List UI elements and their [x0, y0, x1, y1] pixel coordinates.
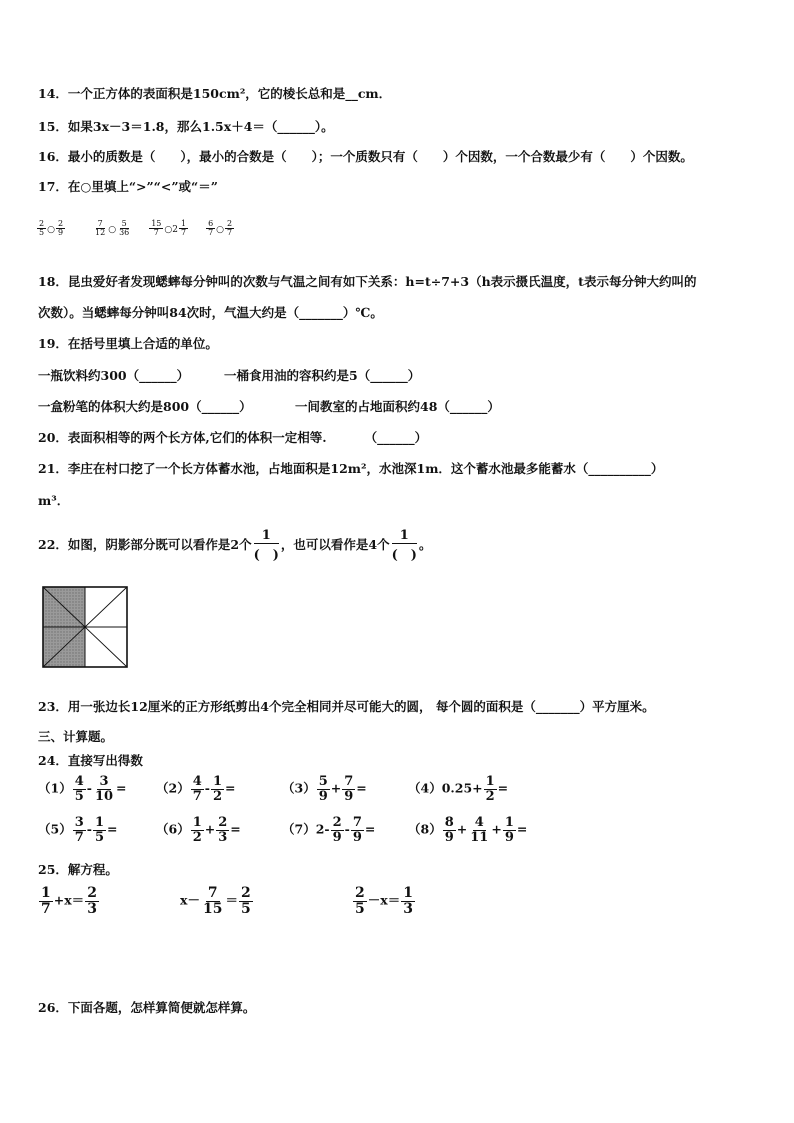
compare-circle[interactable]: ○ [108, 225, 117, 235]
calc-item: （3） $\frac{5}{9}$ + $\frac{7}{9}$ = [282, 774, 367, 804]
question-text: 李庄在村口挖了一个长方体蓄水池，占地面积是12m²，水池深1m．这个蓄水池最多能蓄水（__________） [67, 461, 664, 476]
question-19 [38, 334, 218, 352]
question-number: 20． [38, 430, 68, 445]
calc-item: （6） $\frac{1}{2}$ + $\frac{2}{3}$ = [156, 815, 241, 845]
question-number: 14． [38, 86, 68, 101]
question-number: 26． [38, 1000, 68, 1015]
question-number: 19． [38, 336, 68, 351]
question-text: 昆虫爱好者发现蟋蟀每分钟叫的次数与气温之间有如下关系：h=t÷7+3（h表示摄氏温度，t表示每分钟大约叫的 [67, 274, 697, 289]
question-text: 表面积相等的两个长方体,它们的体积一定相等. [67, 430, 327, 445]
unit-item: 一盒粉笔的体积大约是800（______） [38, 399, 252, 414]
question-number: 16． [38, 149, 68, 164]
question-14 [38, 84, 391, 102]
compare-row [36, 220, 235, 237]
compare-circle[interactable]: ○ [164, 225, 173, 235]
calc-item: （2） $\frac{4}{7}$ - $\frac{1}{2}$ = [156, 774, 236, 804]
question-number: 23． [38, 699, 68, 714]
answer-fraction[interactable]: $\frac{1}{( )}$ [253, 528, 279, 563]
question-text: 直接写出得数 [67, 753, 143, 768]
question-text: 一个正方体的表面积是150cm²，它的棱长总和是 [67, 86, 346, 101]
question-text: 最小的质数是（ ），最小的合数是（ ）；一个质数只有（ ）个因数，一个合数最少有（ ）个因数。 [67, 149, 693, 164]
unit-text: m³． [38, 493, 70, 508]
shaded-square-figure [42, 586, 128, 668]
question-text: 在括号里填上合适的单位。 [67, 336, 218, 351]
question-number: 15． [38, 119, 68, 134]
question-number: 18． [38, 274, 68, 289]
question-24 [38, 751, 143, 769]
answer-blank[interactable]: （______） [364, 430, 428, 445]
question-text: 次数）。当蟋蟀每分钟叫84次时，气温大约是（_______）℃。 [38, 305, 383, 320]
question-20 [38, 428, 427, 446]
compare-item: $\frac{7}{12}$ ○ $\frac{5}{36}$ [95, 219, 130, 237]
equation: x－ $\frac{7}{15}$ ＝ $\frac{2}{5}$ [180, 885, 251, 917]
question-18 [38, 272, 696, 290]
compare-item: $\frac{2}{5}$ ○ $\frac{2}{9}$ [39, 219, 64, 237]
unit-item: 一桶食用油的容积约是5（______） [224, 368, 421, 383]
equation: $\frac{2}{5}$ －x＝ $\frac{1}{3}$ [355, 885, 413, 917]
question-number: 17． [38, 179, 68, 194]
unit-item: 一瓶饮料约300（______） [38, 368, 190, 383]
question-text: 如果3x－3＝1.8，那么1.5x＋4＝（______）。 [67, 119, 334, 134]
question-18-line2 [38, 303, 383, 321]
compare-circle[interactable]: ○ [47, 225, 55, 235]
question-number: 25． [38, 862, 68, 877]
question-26 [38, 998, 255, 1016]
question-number: 21． [38, 461, 68, 476]
compare-circle[interactable]: ○ [216, 225, 225, 235]
question-text: 下面各题，怎样算简便就怎样算。 [67, 1000, 256, 1015]
question-16 [38, 147, 693, 165]
question-text: 解方程。 [67, 862, 118, 877]
question-23 [38, 697, 655, 715]
calc-item: （1） $\frac{4}{5}$ - $\frac{3}{10}$ = [38, 774, 127, 804]
question-text: 在○里填上“>”“<”或“＝” [67, 179, 218, 194]
question-number: 22． [38, 537, 68, 552]
equation: $\frac{1}{7}$ +x＝ $\frac{2}{3}$ [41, 885, 97, 917]
compare-item: $\frac{6}{7}$ ○ $\frac{2}{7}$ [208, 219, 233, 237]
question-25 [38, 860, 118, 878]
question-17 [38, 177, 218, 195]
section-heading: 三、计算题。 [38, 729, 114, 744]
calc-item: （5） $\frac{3}{7}$ - $\frac{1}{5}$ = [38, 815, 118, 845]
question-21-line2 [38, 491, 69, 509]
answer-fraction[interactable]: $\frac{1}{( )}$ [391, 528, 417, 563]
compare-item: $\frac{15}{7}$ ○2 $\frac{1}{7}$ [151, 219, 187, 237]
question-15 [38, 117, 334, 135]
answer-blank[interactable]: __ [345, 86, 358, 101]
question-22: 22．如图，阴影部分既可以看作是2个 $\frac{1}{( )}$ ，也可以看作是4个 $\frac{1}{( )}$ 。 [38, 528, 432, 563]
question-21 [38, 459, 663, 477]
calc-item: （4）0.25+ $\frac{1}{2}$ = [408, 774, 509, 804]
calc-item: （8） $\frac{8}{9}$ + $\frac{4}{11}$ + $\frac{1}{9}$ = [408, 815, 528, 845]
calc-item: （7）2- $\frac{2}{9}$ - $\frac{7}{9}$ = [282, 815, 376, 845]
question-text: 用一张边长12厘米的正方形纸剪出4个完全相同并尽可能大的圆， 每个圆的面积是（_______）平方厘米。 [67, 699, 655, 714]
unit-text: cm． [357, 86, 392, 101]
question-number: 24． [38, 753, 68, 768]
unit-item: 一间教室的占地面积约48（______） [295, 399, 500, 414]
